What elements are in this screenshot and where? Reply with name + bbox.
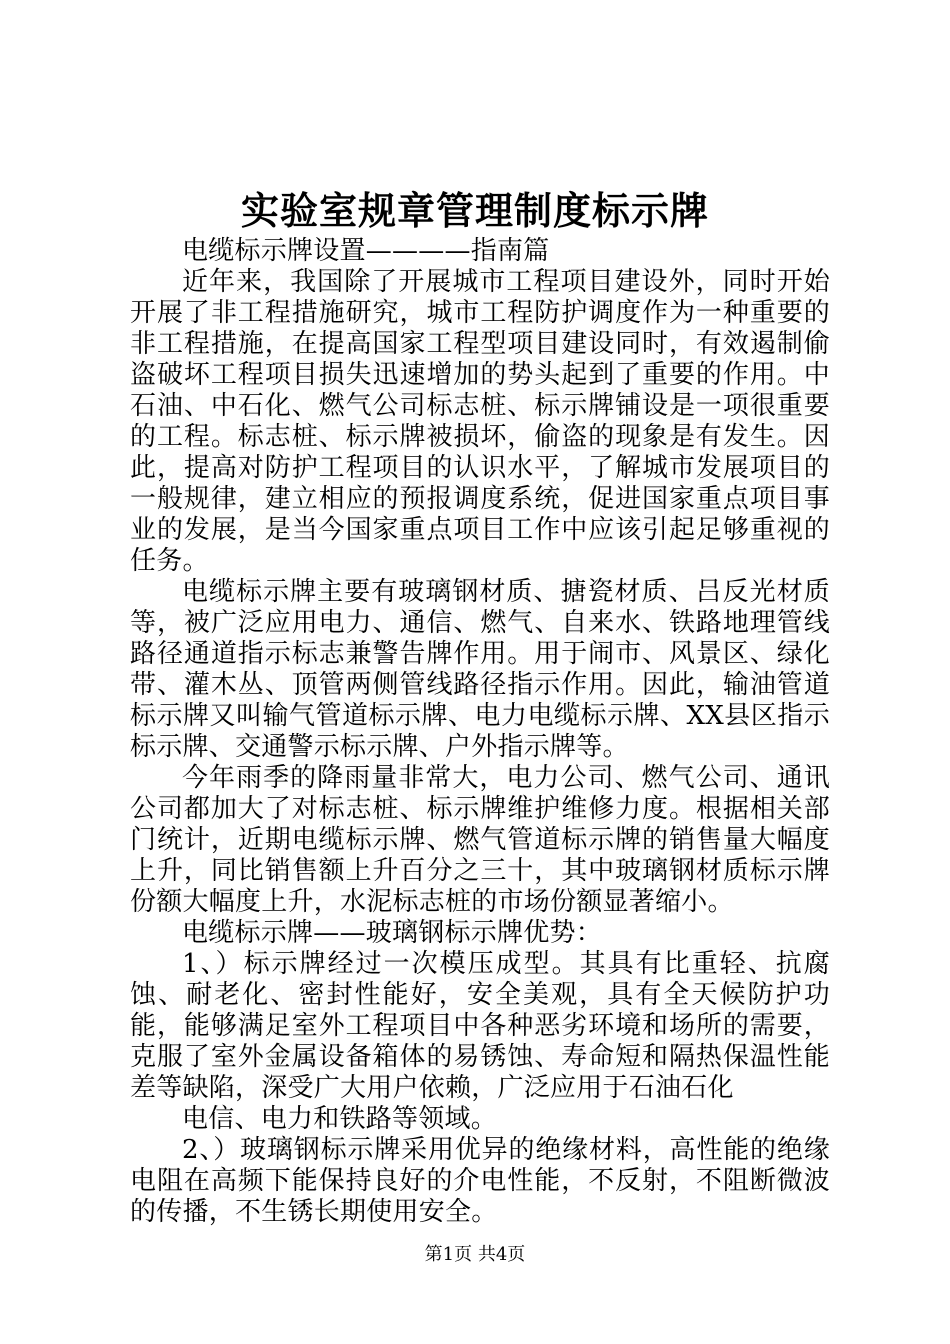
body-paragraph: 近年来，我国除了开展城市工程项目建设外，同时开始开展了非工程措施研究，城市工程防护调度作为一种重要的非工程措施，在提高国家工程型项目建设同时，有效遏制偷盗破坏工程项目损失迅速增加的势头起到了重要的作用。中石油、中石化、燃气公司标志桩、标示牌铺设是一项很重要的工程。标志桩、标示牌被损坏，偷盗的现象是有发生。因此，提高对防护工程项目的认识水平，了解城市发展项目的一般规律，建立相应的预报调度系统，促进国家重点项目事业的发展，是当今国家重点项目工作中应该引起足够重视的任务。	[130, 267, 830, 576]
page-title: 实验室规章管理制度标示牌	[240, 188, 709, 233]
document-body	[130, 236, 830, 1228]
body-paragraph: 今年雨季的降雨量非常大，电力公司、燃气公司、通讯公司都加大了对标志桩、标示牌维护维修力度。根据相关部门统计，近期电缆标示牌、燃气管道标示牌的销售量大幅度上升，同比销售额上升百分之三十，其中玻璃钢材质标示牌份额大幅度上升，水泥标志桩的市场份额显著缩小。	[130, 763, 830, 917]
list-item: 1、）标示牌经过一次模压成型。其具有比重轻、抗腐蚀、耐老化、密封性能好，安全美观，具有全天候防护功能，能够满足室外工程项目中各种恶劣环境和场所的需要，克服了室外金属设备箱体的易锈蚀、寿命短和隔热保温性能差等缺陷，深受广大用户依赖，广泛应用于石油石化	[130, 949, 830, 1103]
page-number-footer: 第1页 共4页	[424, 1244, 526, 1265]
section-heading: 电缆标示牌设置————指南篇	[182, 236, 550, 266]
list-item: 2、）玻璃钢标示牌采用优异的绝缘材料，高性能的绝缘电阻在高频下能保持良好的介电性能，不反射，不阻断微波的传播，不生锈长期使用安全。	[130, 1135, 830, 1227]
body-paragraph: 电信、电力和铁路等领域。	[182, 1104, 498, 1134]
body-paragraph: 电缆标示牌主要有玻璃钢材质、搪瓷材质、吕反光材质等，被广泛应用电力、通信、燃气、自来水、铁路地理管线路径通道指示标志兼警告牌作用。用于闹市、风景区、绿化带、灌木丛、顶管两侧管线路径指示作用。因此，输油管道标示牌又叫输气管道标示牌、电力电缆标示牌、XX县区指示标示牌、交通警示标示牌、户外指示牌等。	[130, 577, 830, 762]
section-heading: 电缆标示牌——玻璃钢标示牌优势：	[182, 918, 603, 948]
